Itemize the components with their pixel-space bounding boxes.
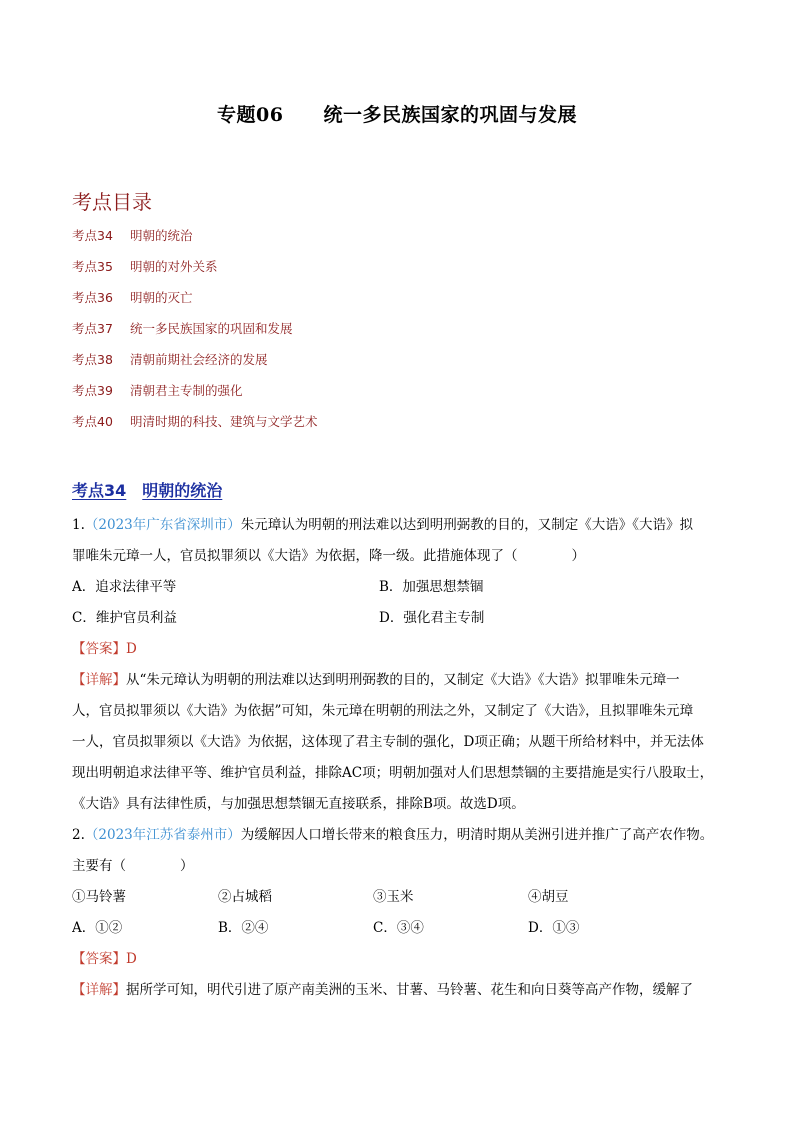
option-c: C．维护官员利益 xyxy=(72,610,177,626)
question-1-answer xyxy=(72,634,728,665)
toc-item[interactable] xyxy=(72,412,318,443)
choice-item: ①马铃薯 xyxy=(72,889,126,905)
toc-item[interactable] xyxy=(72,226,318,257)
question-1-explanation-line: 人，官员拟罪须以《大诰》为依据”可知，朱元璋在明朝的刑法之外，又制定了《大诰》，且拟罪唯朱元璋 xyxy=(72,703,694,719)
choice-item: ④胡豆 xyxy=(528,889,569,905)
toc-item-number: 考点37 xyxy=(72,321,113,336)
question-1-options-row xyxy=(72,603,728,634)
toc-item-title: 清朝前期社会经济的发展 xyxy=(130,352,268,367)
question-number: 2. xyxy=(72,827,85,843)
toc-item-number: 考点39 xyxy=(72,383,113,398)
answer-label: 【答案】 xyxy=(72,951,126,967)
toc-item-number: 考点36 xyxy=(72,290,113,305)
question-body xyxy=(72,510,728,1006)
explanation-label: 【详解】 xyxy=(72,672,126,688)
question-stem: 朱元璋认为明朝的刑法难以达到明刑弼教的目的，又制定《大诰》《大诰》拟 xyxy=(240,517,693,533)
explanation-label: 【详解】 xyxy=(72,982,126,998)
option-c: C．③④ xyxy=(373,920,424,936)
option-b: B．加强思想禁锢 xyxy=(379,579,484,595)
toc-item-title: 明朝的对外关系 xyxy=(130,259,218,274)
explanation-text: 从“朱元璋认为明朝的刑法难以达到明刑弼教的目的，又制定《大诰》《大诰》拟罪唯朱元璋一 xyxy=(126,672,680,688)
choice-item: ③玉米 xyxy=(373,889,414,905)
toc-item-title: 明朝的灭亡 xyxy=(130,290,193,305)
option-b: B．②④ xyxy=(218,920,269,936)
question-source: （2023年广东省深圳市） xyxy=(84,517,241,533)
topic-title: 统一多民族国家的巩固与发展 xyxy=(323,104,577,126)
question-2-stem-line xyxy=(72,820,728,851)
question-2-options-row xyxy=(72,913,728,944)
question-1-stem-line xyxy=(72,510,728,541)
choice-item: ②占城稻 xyxy=(218,889,272,905)
answer-value: D xyxy=(126,951,137,967)
toc-item-title: 清朝君主专制的强化 xyxy=(130,383,243,398)
question-stem: 为缓解因人口增长带来的粮食压力，明清时期从美洲引进并推广了高产农作物。 xyxy=(240,827,714,843)
toc-item[interactable] xyxy=(72,350,318,381)
toc-item[interactable] xyxy=(72,257,318,288)
question-2-items-row xyxy=(72,882,728,913)
explanation-text: 据所学可知，明代引进了原产南美洲的玉米、甘薯、马铃薯、花生和向日葵等高产作物，缓解了 xyxy=(126,982,693,998)
toc-item-title: 明朝的统治 xyxy=(130,228,193,243)
question-1-explanation-line: 现出明朝追求法律平等、维护官员利益，排除AC项；明朝加强对人们思想禁锢的主要措施是实行八股取士， xyxy=(72,765,714,781)
section-number: 考点34 xyxy=(72,481,127,500)
option-d: D．强化君主专制 xyxy=(379,610,485,626)
toc-item-number: 考点40 xyxy=(72,414,113,429)
question-1-explanation-line: 《大诰》具有法律性质，与加强思想禁锢无直接联系，排除B项。故选D项。 xyxy=(72,796,525,812)
question-2-stem-line: 主要有（ ） xyxy=(72,858,194,874)
toc-item[interactable] xyxy=(72,288,318,319)
option-a: A．追求法律平等 xyxy=(72,579,177,595)
option-d: D．①③ xyxy=(528,920,580,936)
topic-number: 专题06 xyxy=(217,104,284,126)
toc-item-title: 统一多民族国家的巩固和发展 xyxy=(130,321,293,336)
question-1-explanation-line: 一人，官员拟罪须以《大诰》为依据，这体现了君主专制的强化，D项正确；从题干所给材料中，并无法体 xyxy=(72,734,704,750)
question-1-options-row xyxy=(72,572,728,603)
question-2-explanation-line xyxy=(72,975,728,1006)
toc-heading: 考点目录 xyxy=(72,190,152,214)
toc-item[interactable] xyxy=(72,381,318,412)
question-source: （2023年江苏省泰州市） xyxy=(84,827,241,843)
question-2-answer xyxy=(72,944,728,975)
toc-item-number: 考点35 xyxy=(72,259,113,274)
question-1-stem-line: 罪唯朱元璋一人，官员拟罪须以《大诰》为依据，降一级。此措施体现了（ ） xyxy=(72,548,585,564)
page-title xyxy=(0,100,794,127)
toc-item-number: 考点38 xyxy=(72,352,113,367)
question-1-explanation-line xyxy=(72,665,728,696)
toc-item-number: 考点34 xyxy=(72,228,113,243)
answer-label: 【答案】 xyxy=(72,641,126,657)
question-number: 1. xyxy=(72,517,85,533)
toc-item-title: 明清时期的科技、建筑与文学艺术 xyxy=(130,414,318,429)
section-title: 明朝的统治 xyxy=(142,481,223,500)
toc-item[interactable] xyxy=(72,319,318,350)
option-a: A．①② xyxy=(72,920,123,936)
answer-value: D xyxy=(126,641,137,657)
toc-list xyxy=(72,226,318,443)
section-heading[interactable] xyxy=(72,478,222,501)
